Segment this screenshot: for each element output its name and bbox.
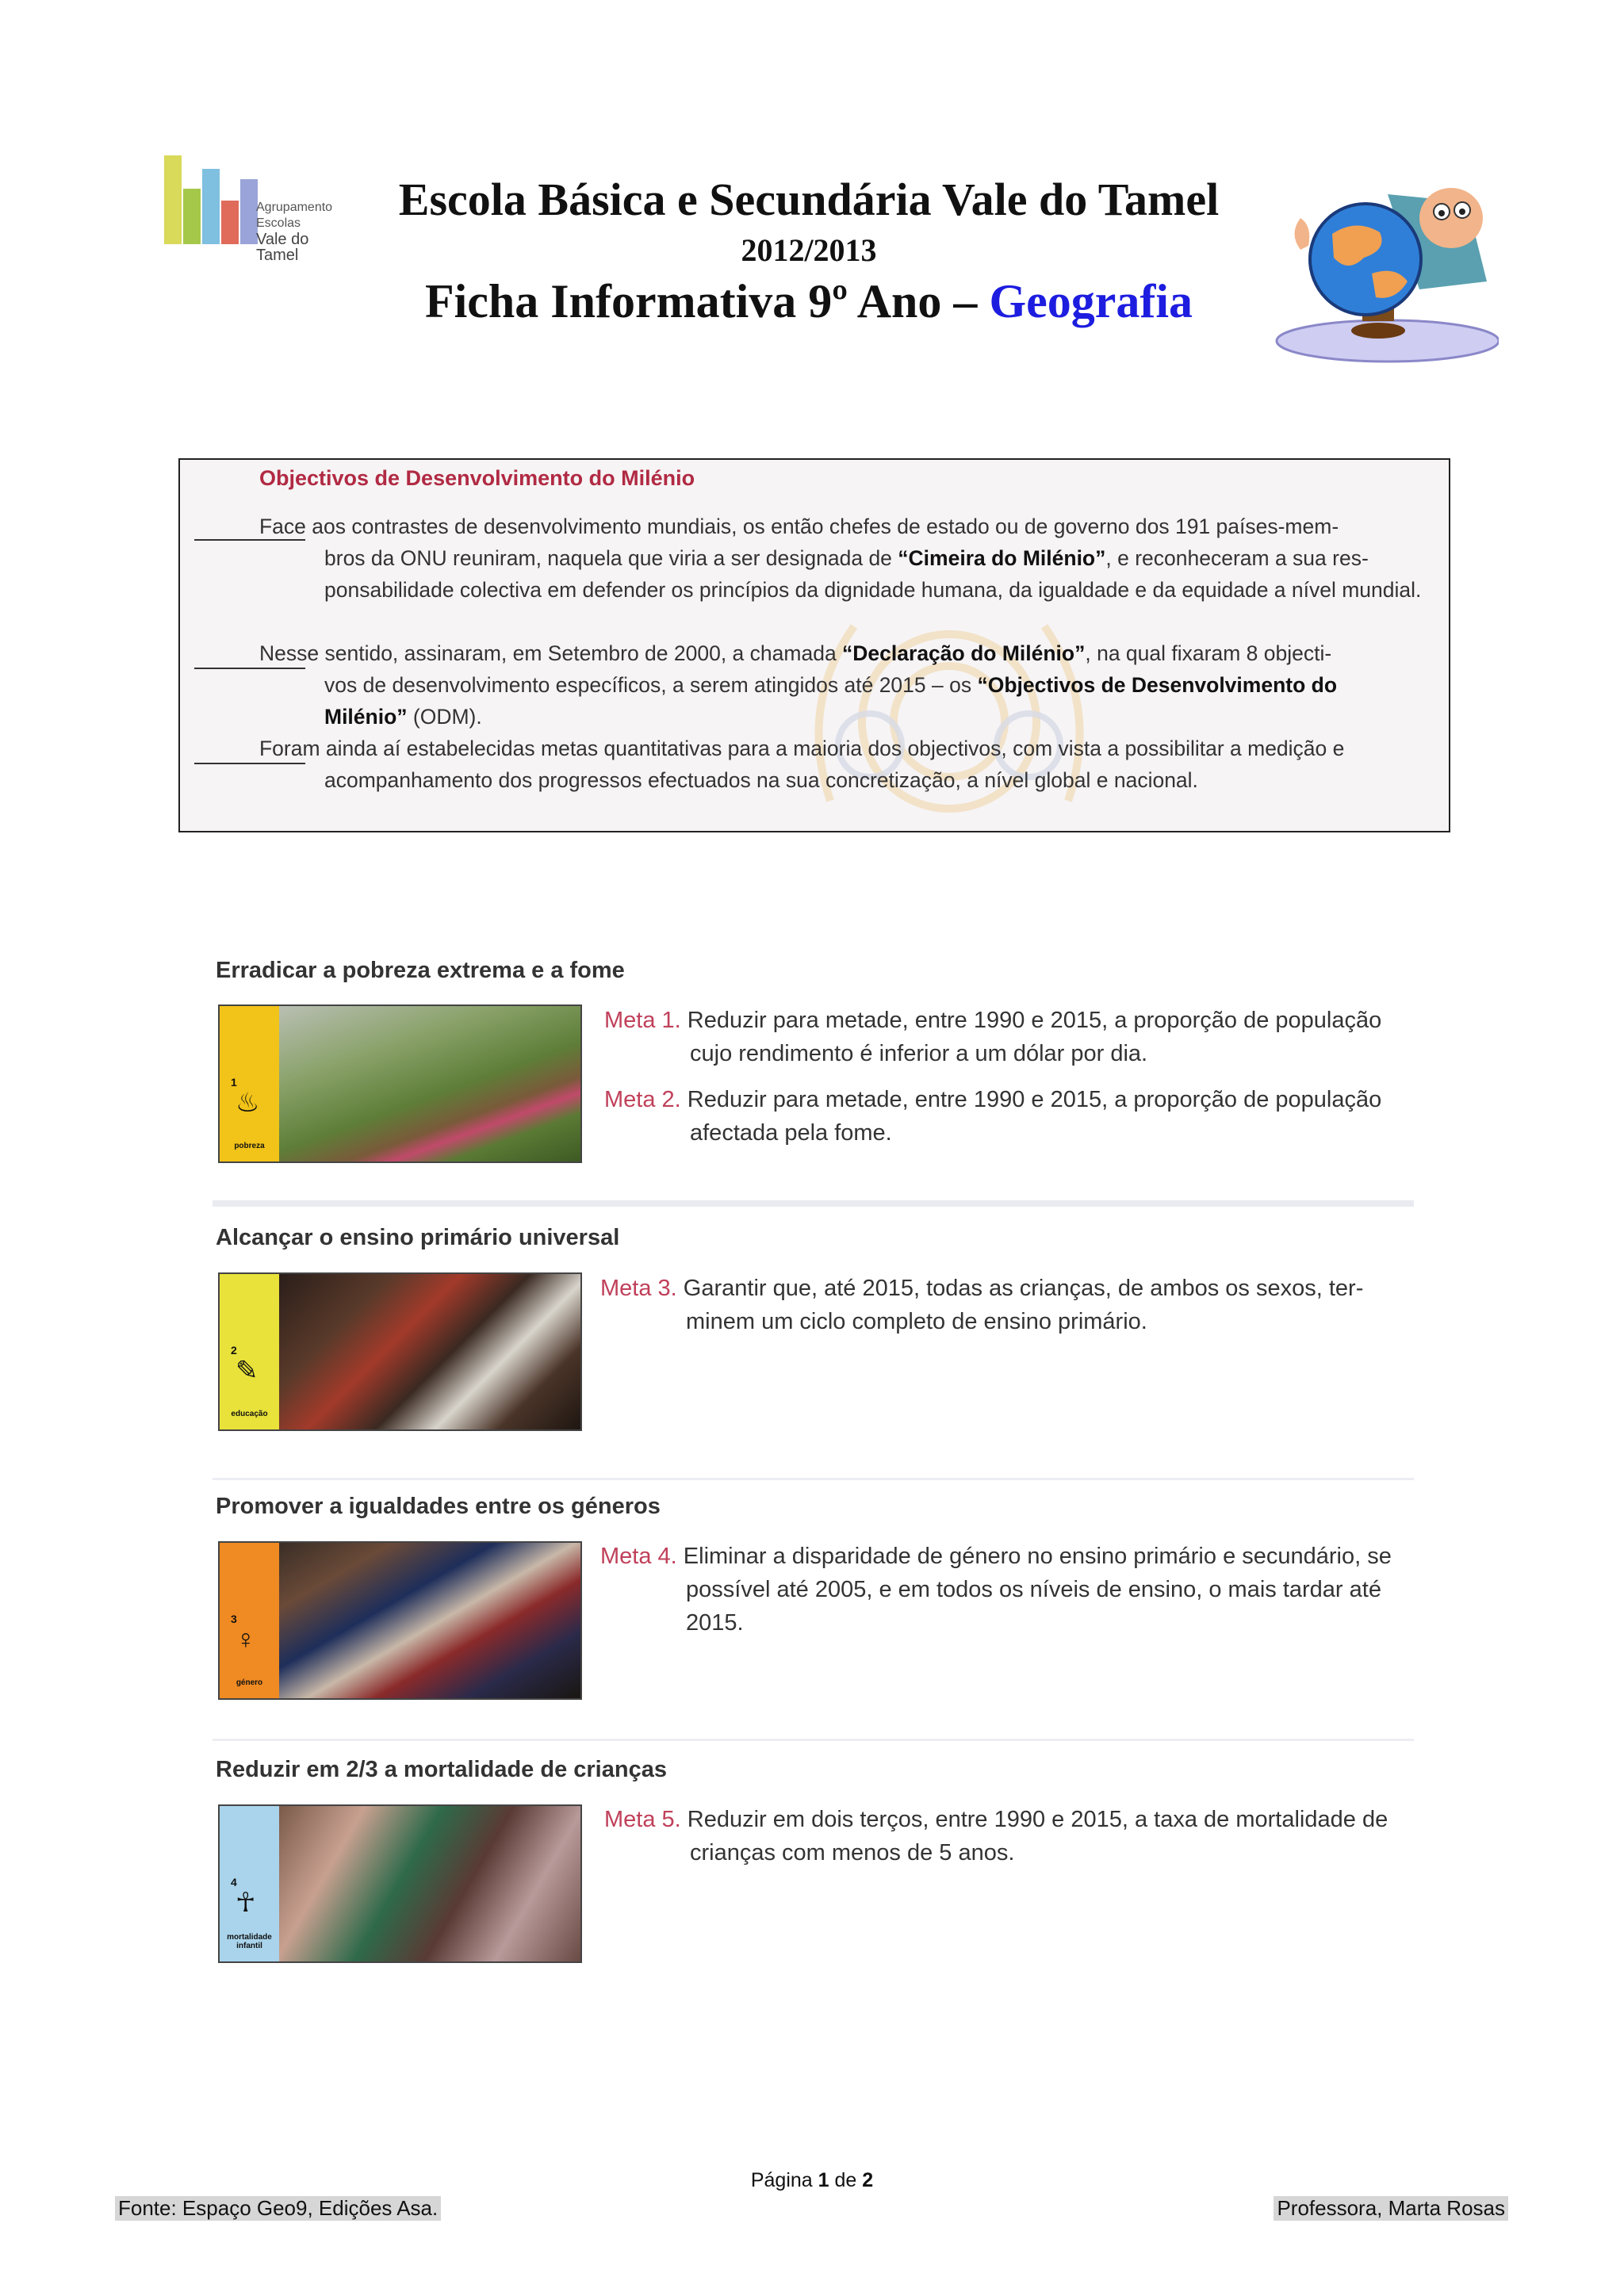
goal-3-title: Promover a igualdades entre os géneros (216, 1494, 661, 1519)
goal-1-image (218, 1004, 582, 1163)
goal-3-image (218, 1541, 582, 1700)
meta-2: Meta 2. Reduzir para metade, entre 1990 e 2015, a proporção de população afectada pela fome. (604, 1087, 1382, 1146)
female-symbol-icon: ♀ (236, 1624, 256, 1655)
goal-3-badge: 3 ♀ género (220, 1543, 279, 1698)
child-icon: ☥ (236, 1888, 256, 1918)
goal-4-badge: 4 ☥ mortalidade infantil (220, 1806, 279, 1961)
page-number: Página 1 de 2 (750, 2169, 874, 2191)
section-divider (213, 1200, 1414, 1207)
goal-4-photo (279, 1806, 580, 1961)
school-year: 2012/2013 (741, 232, 877, 268)
goal-1-badge: 1 ♨ pobreza (220, 1006, 279, 1161)
sheet-title-prefix: Ficha Informativa 9º Ano – (424, 275, 990, 327)
meta-4: Meta 4. Eliminar a disparidade de género no ensino primário e secundário, se possível até 2005, e em todos os níveis de ensino, o mais tardar até 2015. (600, 1544, 1392, 1636)
intro-title: Objectivos de Desenvolvimento do Milénio (259, 466, 695, 490)
goal-2-title: Alcançar o ensino primário universal (216, 1225, 620, 1250)
intro-paragraph-2: Nesse sentido, assinaram, em Setembro de 2000, a chamada “Declaração do Milénio”, na qual fixaram 8 objecti- vos de desenvolvimento específicos, a serem atingidos até 2015 – os “Objectivos de Desenvolvimento do Milénio” (ODM). (259, 641, 1338, 729)
logo-bars-icon (163, 151, 258, 244)
goal-2-photo (279, 1274, 580, 1429)
intro-box (178, 458, 1450, 832)
meta-1: Meta 1. Reduzir para metade, entre 1990 e 2015, a proporção de população cujo rendimento é inferior a um dólar por dia. (604, 1008, 1382, 1066)
footer-source: Fonte: Espaço Geo9, Edições Asa. (115, 2196, 441, 2221)
sheet-title (349, 274, 1269, 329)
section-divider (213, 1478, 1414, 1480)
goal-3-photo (279, 1543, 580, 1698)
meta-3: Meta 3. Garantir que, até 2015, todas as crianças, de ambos os sexos, ter-minem um ciclo completo de ensino primário. (600, 1276, 1364, 1334)
goal-4-image (218, 1804, 582, 1963)
school-logo (163, 151, 353, 264)
subject-name: Geografia (989, 275, 1193, 327)
footer-teacher: Professora, Marta Rosas (1274, 2196, 1508, 2221)
intro-paragraph-1: Face aos contrastes de desenvolvimento mundiais, os então chefes de estado ou de governo dos 191 países-mem- bros da ONU reuniram, naquela que viria a ser designada de “Cimeira do Milénio”, e reconheceram a sua res-ponsabilidade colectiva em defender os princípios da dignidade humana, da igualdade e da equidade a nível mundial. (259, 515, 1422, 602)
globe-mascot-icon (1269, 170, 1499, 365)
meta-5: Meta 5. Reduzir em dois terços, entre 1990 e 2015, a taxa de mortalidade de crianças com menos de 5 anos. (604, 1807, 1388, 1866)
bowl-icon: ♨ (236, 1088, 260, 1118)
goal-2-badge: 2 ✎ educação (220, 1274, 279, 1429)
school-name: Escola Básica e Secundária Vale do Tamel (398, 174, 1220, 225)
pencil-icon: ✎ (236, 1356, 259, 1386)
goal-2-image (218, 1272, 582, 1431)
section-divider (213, 1739, 1414, 1741)
goal-1-title: Erradicar a pobreza extrema e a fome (216, 958, 625, 983)
intro-paragraph-3: Foram ainda aí estabelecidas metas quantitativas para a maioria dos objectivos, com vista a possibilitar a medição e acompanhamento dos progressos efectuados na sua concretização, a nível global e nacional. (259, 737, 1345, 792)
logo-text: Agrupamento Escolas Vale do Tamel (256, 201, 333, 264)
goal-4-title: Reduzir em 2/3 a mortalidade de crianças (216, 1757, 667, 1782)
goal-1-photo (279, 1006, 580, 1161)
